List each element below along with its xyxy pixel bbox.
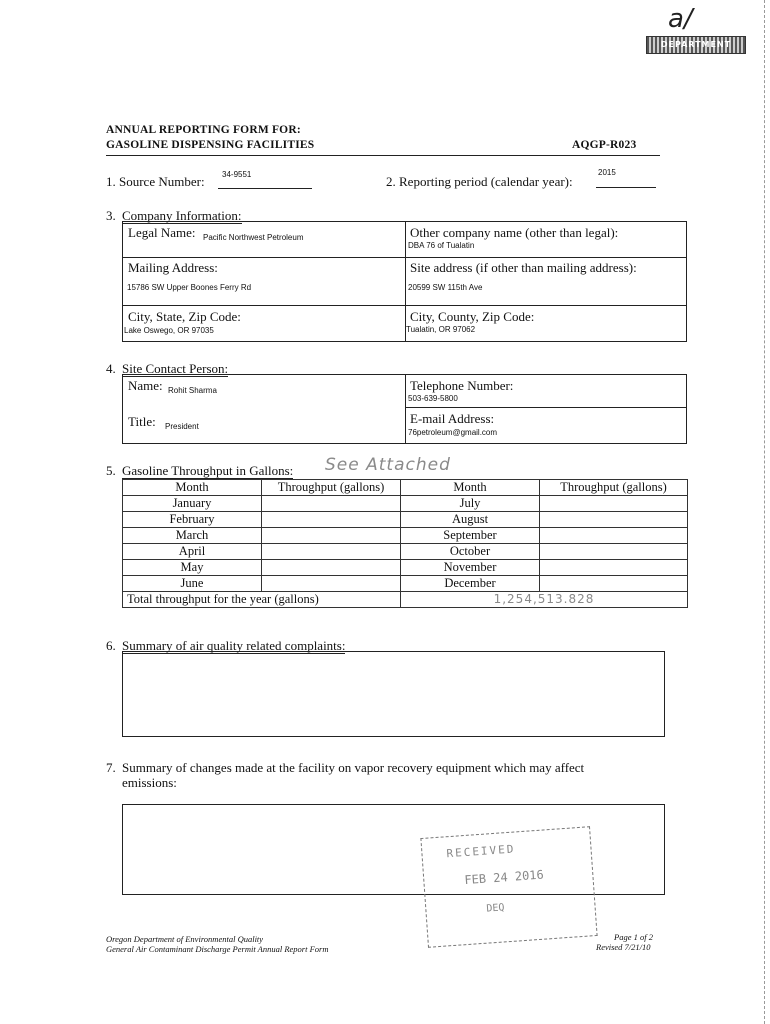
mailing-address-value[interactable]: 15786 SW Upper Boones Ferry Rd bbox=[127, 283, 252, 292]
throughput-title: Gasoline Throughput in Gallons: bbox=[122, 463, 294, 478]
telephone-value[interactable]: 503-639-5800 bbox=[408, 394, 458, 403]
city-state-zip-value[interactable]: Lake Oswego, OR 97035 bbox=[124, 326, 214, 335]
site-address-label: Site address (if other than mailing address): bbox=[410, 260, 637, 275]
site-contact-title: Site Contact Person: bbox=[122, 361, 229, 376]
month-cell: October bbox=[401, 544, 540, 560]
throughput-table bbox=[122, 479, 688, 608]
throughput-cell[interactable] bbox=[540, 512, 688, 528]
month-cell: May bbox=[123, 560, 262, 576]
scan-edge-line bbox=[764, 0, 765, 1024]
corner-handwritten-mark: a/ bbox=[668, 4, 693, 34]
corner-stamp bbox=[646, 36, 746, 54]
throughput-cell[interactable] bbox=[262, 544, 401, 560]
total-row bbox=[123, 592, 688, 608]
footer-left-line1: Oregon Department of Environmental Quality bbox=[106, 934, 264, 944]
company-info-number: 3. bbox=[106, 208, 116, 223]
other-name-value[interactable]: DBA 76 of Tualatin bbox=[408, 241, 475, 250]
month-cell: January bbox=[123, 496, 262, 512]
source-number-value[interactable]: 34-9551 bbox=[222, 170, 252, 179]
see-attached-handwriting: See Attached bbox=[325, 455, 451, 475]
table-row bbox=[123, 544, 688, 560]
throughput-header-right: Throughput (gallons) bbox=[540, 480, 688, 496]
company-info-row2 bbox=[122, 305, 687, 306]
month-cell: September bbox=[401, 528, 540, 544]
throughput-cell[interactable] bbox=[540, 576, 688, 592]
throughput-number: 5. bbox=[106, 463, 116, 478]
city-county-zip-label: City, County, Zip Code: bbox=[410, 309, 535, 324]
throughput-cell[interactable] bbox=[540, 528, 688, 544]
header-rule bbox=[106, 155, 660, 156]
month-cell: February bbox=[123, 512, 262, 528]
table-row bbox=[123, 576, 688, 592]
month-cell: March bbox=[123, 528, 262, 544]
corner-stamp-text: DEPARTMENT bbox=[660, 40, 732, 49]
month-cell: December bbox=[401, 576, 540, 592]
contact-title-value[interactable]: President bbox=[165, 422, 199, 431]
form-title-line2: GASOLINE DISPENSING FACILITIES bbox=[106, 139, 315, 151]
city-state-zip-label: City, State, Zip Code: bbox=[128, 309, 241, 324]
month-cell: August bbox=[401, 512, 540, 528]
throughput-cell[interactable] bbox=[262, 576, 401, 592]
throughput-cell[interactable] bbox=[540, 496, 688, 512]
telephone-label: Telephone Number: bbox=[410, 378, 514, 393]
contact-name-label: Name: bbox=[128, 378, 163, 393]
table-row bbox=[123, 528, 688, 544]
total-label: Total throughput for the year (gallons) bbox=[123, 592, 401, 608]
table-row bbox=[123, 560, 688, 576]
complaints-number: 6. bbox=[106, 638, 116, 653]
vapor-changes-number: 7. bbox=[106, 760, 116, 775]
company-info-row1 bbox=[122, 257, 687, 258]
throughput-cell[interactable] bbox=[540, 560, 688, 576]
vapor-changes-title-line1: Summary of changes made at the facility on vapor recovery equipment which may affect bbox=[122, 760, 585, 775]
month-header-left: Month bbox=[123, 480, 262, 496]
email-value[interactable]: 76petroleum@gmail.com bbox=[408, 428, 498, 437]
footer-right-line1: Page 1 of 2 bbox=[614, 932, 653, 942]
table-row bbox=[123, 496, 688, 512]
mailing-address-label: Mailing Address: bbox=[128, 260, 218, 275]
source-number-underline bbox=[218, 188, 312, 189]
month-cell: July bbox=[401, 496, 540, 512]
form-code: AQGP-R023 bbox=[572, 139, 637, 151]
footer-left-line2: General Air Contaminant Discharge Permit Annual Report Form bbox=[106, 944, 329, 954]
company-info-title: Company Information: bbox=[122, 208, 242, 223]
city-county-zip-value[interactable]: Tualatin, OR 97062 bbox=[406, 325, 476, 334]
company-info-divider bbox=[405, 221, 406, 342]
throughput-cell[interactable] bbox=[262, 560, 401, 576]
throughput-header-row bbox=[123, 480, 688, 496]
throughput-header-left: Throughput (gallons) bbox=[262, 480, 401, 496]
reporting-period-value[interactable]: 2015 bbox=[598, 168, 616, 177]
site-contact-number: 4. bbox=[106, 361, 116, 376]
throughput-cell[interactable] bbox=[540, 544, 688, 560]
throughput-cell[interactable] bbox=[262, 496, 401, 512]
month-cell: April bbox=[123, 544, 262, 560]
vapor-changes-title-line2: emissions: bbox=[122, 775, 177, 790]
reporting-period-label: 2. Reporting period (calendar year): bbox=[386, 174, 573, 189]
complaints-box[interactable] bbox=[122, 651, 665, 737]
month-cell: November bbox=[401, 560, 540, 576]
site-contact-row1 bbox=[405, 407, 687, 408]
legal-name-value[interactable]: Pacific Northwest Petroleum bbox=[203, 233, 304, 242]
received-stamp bbox=[420, 826, 597, 948]
footer-right-line2: Revised 7/21/10 bbox=[596, 942, 651, 952]
contact-title-label: Title: bbox=[128, 414, 156, 429]
form-title-line1: ANNUAL REPORTING FORM FOR: bbox=[106, 124, 301, 136]
received-stamp-line2: FEB 24 2016 bbox=[463, 867, 545, 888]
legal-name-label: Legal Name: bbox=[128, 225, 196, 240]
reporting-period-underline bbox=[596, 187, 656, 188]
source-number-label: 1. Source Number: bbox=[106, 174, 205, 189]
throughput-cell[interactable] bbox=[262, 528, 401, 544]
received-stamp-line3: DEQ bbox=[486, 902, 505, 915]
table-row bbox=[123, 512, 688, 528]
complaints-title: Summary of air quality related complaints: bbox=[122, 638, 346, 653]
contact-name-value[interactable]: Rohit Sharma bbox=[168, 386, 217, 395]
month-header-right: Month bbox=[401, 480, 540, 496]
total-value[interactable]: 1,254,513.828 bbox=[401, 592, 688, 608]
received-stamp-line1: RECEIVED bbox=[446, 842, 516, 861]
month-cell: June bbox=[123, 576, 262, 592]
email-label: E-mail Address: bbox=[410, 411, 495, 426]
site-address-value[interactable]: 20599 SW 115th Ave bbox=[408, 283, 483, 292]
throughput-cell[interactable] bbox=[262, 512, 401, 528]
site-contact-divider bbox=[405, 374, 406, 444]
other-name-label: Other company name (other than legal): bbox=[410, 225, 619, 240]
